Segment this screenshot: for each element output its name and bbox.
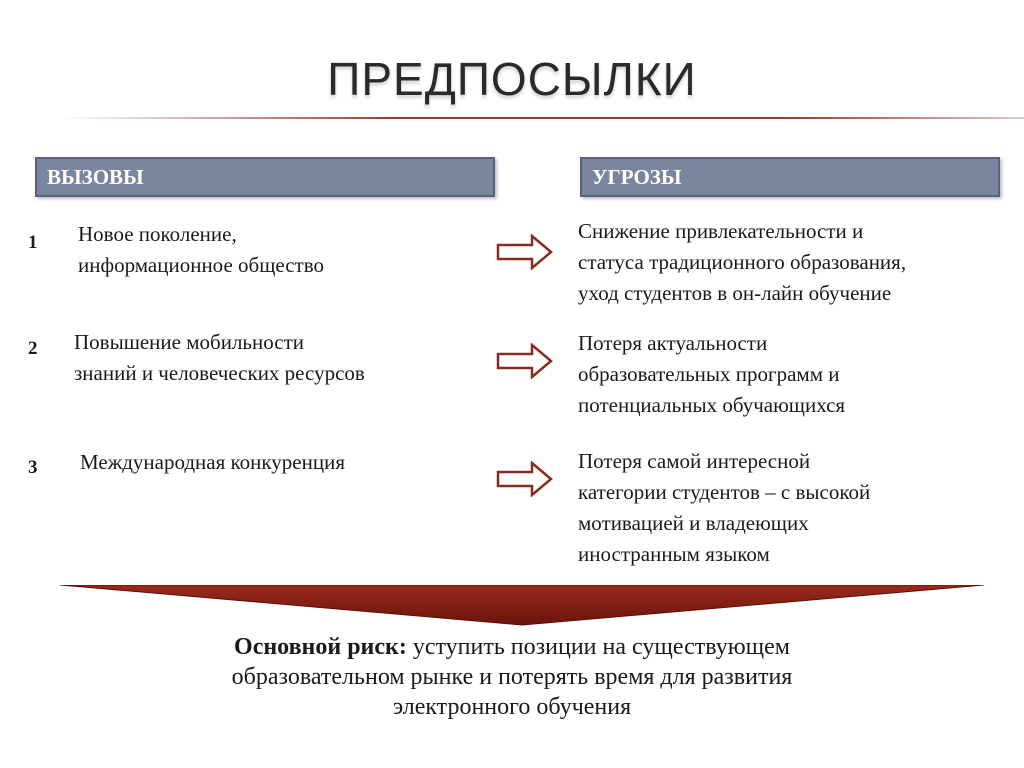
row-number-3: 3 — [28, 457, 38, 478]
threat-1-line-2: статуса традиционного образования, — [578, 250, 907, 274]
challenge-1-line-2: информационное общество — [78, 253, 324, 277]
risk-text-1: уступить позиции на существующем — [406, 634, 790, 660]
threat-1-line-1: Снижение привлекательности и — [578, 219, 864, 243]
row-number-1: 1 — [28, 232, 38, 253]
page-title: ПРЕДПОСЫЛКИ — [327, 53, 697, 105]
header-challenges: ВЫЗОВЫ — [35, 157, 495, 197]
challenge-2-line-1: Повышение мобильности — [74, 330, 304, 354]
risk-line-3: электронного обучения — [392, 694, 632, 720]
challenge-1 — [78, 219, 488, 281]
arrow-right-icon — [496, 234, 554, 270]
risk-line-2: образовательном рынке и потерять время для развития — [231, 664, 793, 690]
challenge-1-line-1: Новое поколение, — [78, 222, 237, 246]
arrow-right-icon — [496, 343, 554, 379]
main-risk-text — [112, 632, 912, 722]
threat-2 — [578, 328, 1018, 421]
threat-2-line-3: потенциальных обучающихся — [578, 393, 846, 417]
threat-3-line-1: Потеря самой интересной — [578, 449, 811, 473]
threat-2-line-2: образовательных программ и — [578, 362, 840, 386]
header-threats: УГРОЗЫ — [580, 157, 1000, 197]
challenge-2-line-2: знаний и человеческих ресурсов — [74, 361, 365, 385]
title-divider — [60, 117, 1024, 119]
row-number-2: 2 — [28, 338, 38, 359]
threat-1-line-3: уход студентов в он-лайн обучение — [578, 281, 892, 305]
threat-3-line-4: иностранным языком — [578, 542, 770, 566]
threat-3 — [578, 446, 1018, 570]
threat-2-line-1: Потеря актуальности — [578, 331, 768, 355]
challenge-3-line-1: Международная конкуренция — [80, 450, 345, 474]
challenge-3 — [80, 447, 490, 478]
risk-line-1 — [112, 632, 912, 662]
threat-1 — [578, 216, 1018, 309]
arrow-right-icon — [496, 461, 554, 497]
risk-banner-arrow — [60, 585, 984, 627]
risk-label: Основной риск: — [234, 634, 407, 660]
threat-3-line-2: категории студентов – с высокой — [578, 480, 871, 504]
threat-3-line-3: мотивацией и владеющих — [578, 511, 809, 535]
challenge-2 — [74, 327, 484, 389]
